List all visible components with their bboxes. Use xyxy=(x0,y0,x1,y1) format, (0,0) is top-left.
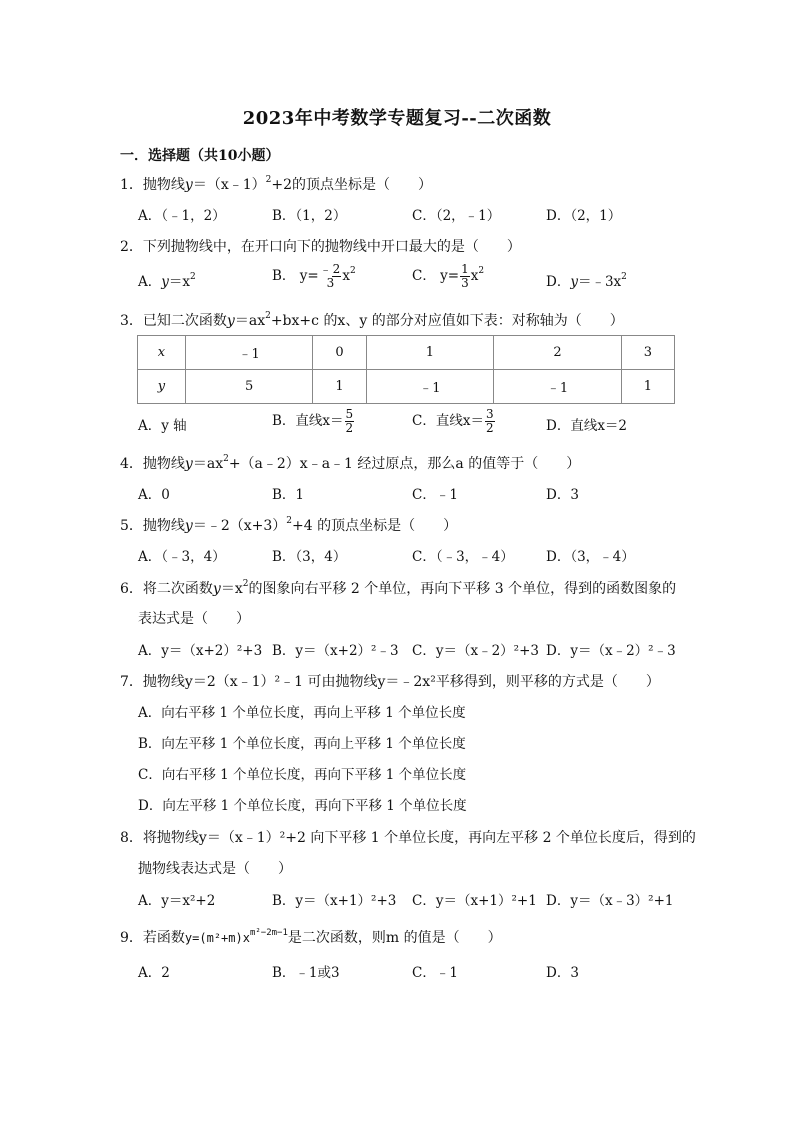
page-title: 2023年中考数学专题复习--二次函数 xyxy=(242,108,552,129)
question-6: 6．将二次函数$y=x^2$的图象向右平移 2 个单位，再向下平移 3 个单位，得到的函数图象的 xyxy=(120,579,677,597)
q5-option-c[interactable]: C．（﹣3，﹣4） xyxy=(412,549,514,565)
table-cell: 1 xyxy=(366,336,494,370)
q1-option-d[interactable]: D．（2，1） xyxy=(546,208,622,224)
q1-option-a[interactable]: A．（﹣1，2） xyxy=(138,208,226,224)
table-cell: y xyxy=(138,370,186,404)
table-cell: 1 xyxy=(621,370,674,404)
q8-option-a[interactable]: A．y＝x²+2 xyxy=(138,893,216,909)
q8-option-d[interactable]: D．y＝（x﹣3）²+1 xyxy=(546,893,674,909)
fraction: $\frac{3}{2}$ xyxy=(485,407,494,435)
q7-option-d[interactable]: D．向左平移 1 个单位长度，再向下平移 1 个单位长度 xyxy=(138,798,467,814)
q2-option-c[interactable]: C． y= $\frac{1}{3}$ $x^2$ xyxy=(412,262,485,290)
fraction: ﹣2 3 xyxy=(319,262,341,290)
table-row xyxy=(138,336,675,370)
section-heading: 一．选择题（共10小题） xyxy=(120,148,280,164)
q1-option-b[interactable]: B．（1，2） xyxy=(272,208,347,224)
table-cell: x xyxy=(138,336,186,370)
q6-option-d[interactable]: D．y＝（x﹣2）²﹣3 xyxy=(546,643,676,659)
q8-option-b[interactable]: B．y＝（x+1）²+3 xyxy=(272,893,397,909)
question-8-cont: 抛物线表达式是（ ） xyxy=(138,861,292,877)
q6-option-a[interactable]: A．y＝（x+2）²+3 xyxy=(138,643,263,659)
q5-option-a[interactable]: A．（﹣3，4） xyxy=(138,549,226,565)
table-cell: ﹣1 xyxy=(185,336,313,370)
q3-option-c[interactable]: C．直线x＝ $\frac{3}{2}$ xyxy=(412,407,494,435)
q6-option-c[interactable]: C．y＝（x﹣2）²+3 xyxy=(412,643,539,659)
q9-option-c[interactable]: C．﹣1 xyxy=(412,965,458,981)
question-1: 1．抛物线y＝（x﹣1）$^2$+2的顶点坐标是（ ） xyxy=(120,175,433,193)
q4-option-d[interactable]: D．3 xyxy=(546,487,579,503)
q5-option-b[interactable]: B．（3，4） xyxy=(272,549,347,565)
q7-option-b[interactable]: B．向左平移 1 个单位长度，再向上平移 1 个单位长度 xyxy=(138,736,466,752)
q3-option-d[interactable]: D．直线x＝2 xyxy=(546,418,628,434)
q9-option-d[interactable]: D．3 xyxy=(546,965,579,981)
fraction: $\frac{1}{3}$ xyxy=(461,262,469,290)
q4-option-c[interactable]: C．﹣1 xyxy=(412,487,458,503)
fraction: $\frac{5}{2}$ xyxy=(345,407,354,435)
value-table xyxy=(137,335,675,404)
table-cell: 5 xyxy=(185,370,313,404)
table-cell: 0 xyxy=(313,336,366,370)
q2-option-b[interactable]: B． y=﹣2 3 $x^2$ xyxy=(272,262,356,290)
question-7: 7．抛物线y＝2（x﹣1）²﹣1 可由抛物线y＝﹣2x²平移得到，则平移的方式是（ ） xyxy=(120,674,660,690)
q7-option-a[interactable]: A．向右平移 1 个单位长度，再向上平移 1 个单位长度 xyxy=(138,705,466,721)
q6-option-b[interactable]: B．y＝（x+2）²﹣3 xyxy=(272,643,399,659)
question-9: 9．若函数$y=(m^2+m)x^{m^2-2m-1}$是二次函数，则m 的值是（ ） xyxy=(120,928,502,946)
table-cell: 3 xyxy=(621,336,674,370)
table-cell: ﹣1 xyxy=(494,370,622,404)
q9-option-a[interactable]: A．2 xyxy=(138,965,170,981)
q4-option-b[interactable]: B．1 xyxy=(272,487,305,503)
q7-option-c[interactable]: C．向右平移 1 个单位长度，再向下平移 1 个单位长度 xyxy=(138,767,467,783)
q3-option-a[interactable]: A．y 轴 xyxy=(138,418,187,434)
question-4: 4．抛物线$y=ax^2+(a﹣2)x﹣a﹣1$ 经过原点，那么a 的值等于（ ） xyxy=(120,454,581,472)
question-8: 8．将抛物线y＝（x﹣1）²+2 向下平移 1 个单位长度，再向左平移 2 个单位长度后，得到的 xyxy=(120,830,696,846)
table-cell: 2 xyxy=(494,336,622,370)
q2-option-a[interactable]: A．$y=x^2$ xyxy=(138,272,196,290)
q4-option-a[interactable]: A．0 xyxy=(138,487,170,503)
table-row xyxy=(138,370,675,404)
question-2: 2．下列抛物线中，在开口向下的抛物线中开口最大的是（ ） xyxy=(120,239,521,255)
table-cell: ﹣1 xyxy=(366,370,494,404)
q9-option-b[interactable]: B．﹣1或3 xyxy=(272,965,340,981)
q5-option-d[interactable]: D．（3，﹣4） xyxy=(546,549,635,565)
question-3: 3．已知二次函数$y=ax^2+bx+c$ 的x、y 的部分对应值如下表：对称轴为（ ） xyxy=(120,311,624,329)
table-cell: 1 xyxy=(313,370,366,404)
q8-option-c[interactable]: C．y＝（x+1）²+1 xyxy=(412,893,537,909)
q1-option-c[interactable]: C．（2，﹣1） xyxy=(412,208,501,224)
question-5: 5．抛物线$y=﹣2(x+3)^2+4$ 的顶点坐标是（ ） xyxy=(120,516,458,534)
q3-option-b[interactable]: B．直线x＝ $\frac{5}{2}$ xyxy=(272,407,354,435)
question-6-cont: 表达式是（ ） xyxy=(138,611,250,627)
q2-option-d[interactable]: D．$y=﹣3x^2$ xyxy=(546,272,627,290)
